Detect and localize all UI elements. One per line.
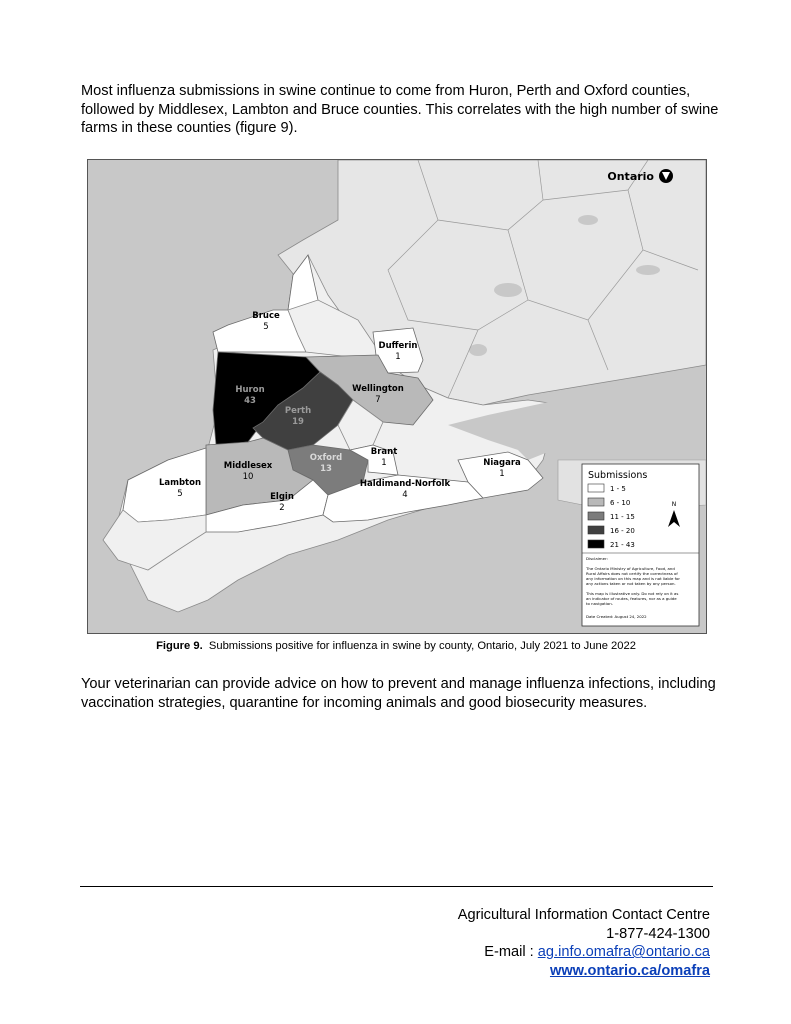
label-dufferin: Dufferin — [378, 341, 418, 351]
disclaimer-line: any actions taken or not taken by any person. — [586, 581, 676, 586]
label-elgin: Elgin — [270, 492, 294, 502]
legend-label-5: 21 - 43 — [610, 541, 635, 549]
county-map — [87, 159, 707, 634]
figure-caption-text: Submissions positive for influenza in swine by county, Ontario, July 2021 to June 2022 — [208, 640, 636, 652]
outro-paragraph: Your veterinarian can provide advice on how to prevent and manage influenza infections, including vaccination strategies, quarantine for incoming animals and good biosecurity measures. — [81, 676, 716, 711]
label-wellington: Wellington — [352, 384, 404, 394]
contact-phone: 1-877-424-1300 — [606, 925, 710, 942]
legend-swatch-1 — [588, 484, 604, 492]
disclaimer-title: Disclaimer: — [586, 556, 608, 561]
ontario-logo-text: Ontario — [607, 170, 654, 183]
value-lambton: 5 — [177, 489, 183, 499]
value-bruce: 5 — [263, 322, 269, 332]
lake — [636, 265, 660, 275]
label-middlesex: Middlesex — [223, 461, 273, 471]
lake — [469, 344, 487, 356]
value-brant: 1 — [381, 458, 387, 468]
north-label: N — [671, 501, 677, 508]
label-oxford: Oxford — [309, 453, 343, 463]
figure-caption — [87, 640, 705, 652]
email-label: E-mail : — [484, 944, 538, 961]
intro-paragraph: Most influenza submissions in swine continue to come from Huron, Perth and Oxford counties, followed by Middlesex, Lambton and Bruce counties. This correlates with the high number of swine farms in these counties (figure 9). — [81, 83, 719, 136]
disclaimer-line: to navigation. — [586, 601, 613, 606]
label-bruce: Bruce — [252, 311, 280, 321]
label-huron: Huron — [235, 385, 265, 395]
legend-label-1: 1 - 5 — [610, 485, 626, 493]
value-dufferin: 1 — [395, 352, 401, 362]
value-oxford: 13 — [320, 464, 332, 474]
value-wellington: 7 — [375, 395, 381, 405]
ontario-trillium-icon — [659, 169, 673, 183]
legend-label-3: 11 - 15 — [610, 513, 635, 521]
website-link[interactable]: www.ontario.ca/omafra — [549, 962, 710, 979]
disclaimer-line: an indicator of routes, features, nor as a guide — [586, 596, 677, 601]
disclaimer-line: Rural Affairs does not certify the correctness of — [586, 571, 678, 576]
legend-swatch-5 — [588, 540, 604, 548]
value-perth: 19 — [292, 417, 304, 427]
lake — [578, 215, 598, 225]
label-lambton: Lambton — [158, 478, 202, 488]
legend — [582, 464, 699, 626]
legend-label-2: 6 - 10 — [610, 499, 631, 507]
figure-label: Figure 9. — [156, 640, 203, 652]
footer-divider — [80, 886, 713, 887]
label-brant: Brant — [370, 447, 398, 457]
map-svg — [88, 160, 706, 633]
disclaimer-line: any information on this map and is not liable for — [586, 576, 680, 581]
value-haldimand-norfolk: 4 — [402, 490, 408, 500]
value-middlesex: 10 — [242, 472, 254, 482]
legend-swatch-2 — [588, 498, 604, 506]
disclaimer-line: The Ontario Ministry of Agriculture, Food, and — [586, 566, 675, 571]
lake — [494, 283, 522, 297]
legend-swatch-3 — [588, 512, 604, 520]
legend-title: Submissions — [588, 470, 648, 481]
legend-swatch-4 — [588, 526, 604, 534]
label-perth: Perth — [284, 406, 312, 416]
disclaimer-date: Date Created: August 24, 2022 — [586, 614, 647, 619]
legend-label-4: 16 - 20 — [610, 527, 635, 535]
value-huron: 43 — [244, 396, 256, 406]
email-link[interactable]: ag.info.omafra@ontario.ca — [537, 944, 710, 961]
value-niagara: 1 — [499, 469, 505, 479]
contact-email-row — [458, 943, 710, 962]
label-niagara: Niagara — [483, 458, 521, 468]
contact-org: Agricultural Information Contact Centre — [457, 907, 710, 923]
disclaimer-line: This map is illustrative only. Do not rely on it as — [586, 591, 679, 596]
value-elgin: 2 — [279, 503, 285, 513]
contact-block — [458, 906, 710, 980]
label-haldimand-norfolk: Haldimand-Norfolk — [359, 479, 451, 489]
